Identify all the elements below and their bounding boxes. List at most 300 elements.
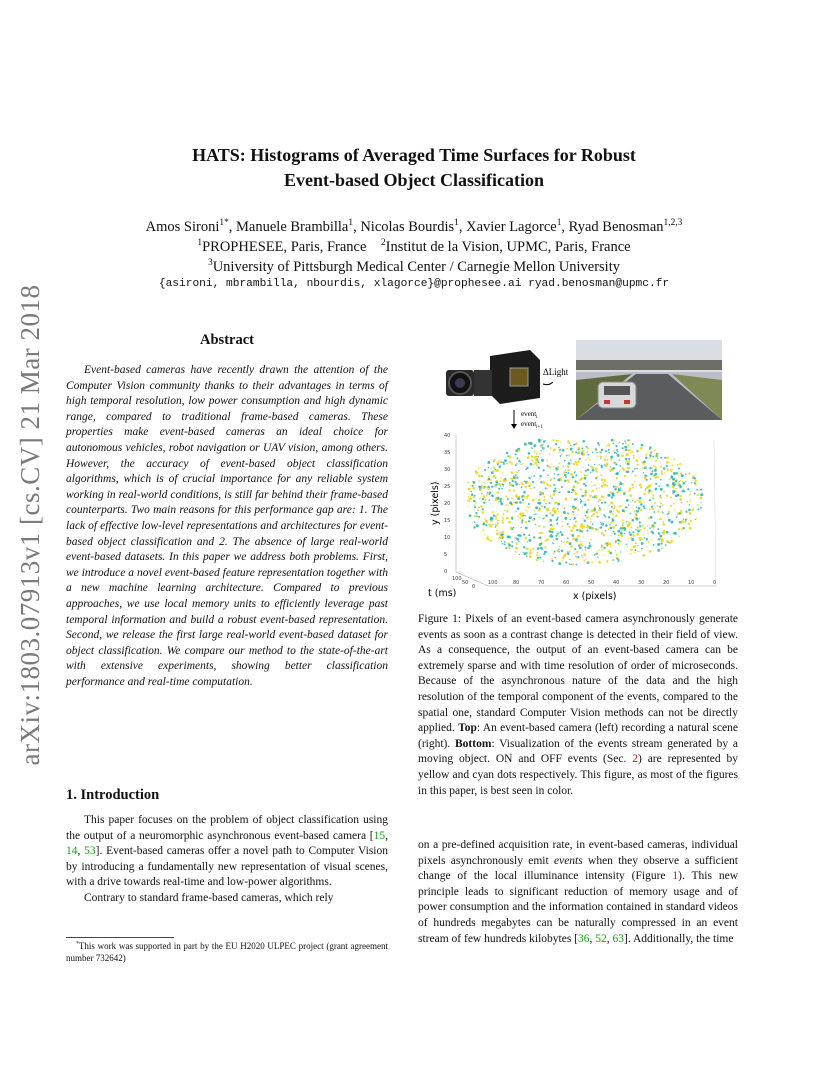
off-event-dot	[511, 545, 513, 547]
on-event-dot	[654, 450, 656, 452]
off-event-dot	[554, 473, 556, 475]
off-event-dot	[527, 541, 528, 542]
on-event-dot	[686, 501, 688, 503]
off-event-dot	[624, 440, 626, 442]
off-event-dot	[557, 508, 559, 510]
off-event-dot	[509, 482, 511, 484]
on-event-dot	[515, 543, 517, 545]
on-event-dot	[521, 522, 523, 524]
on-event-dot	[594, 495, 597, 498]
on-event-dot	[526, 506, 527, 507]
off-event-dot	[545, 440, 546, 441]
off-event-dot	[534, 487, 535, 488]
off-event-dot	[526, 552, 528, 554]
on-event-dot	[649, 550, 652, 553]
off-event-dot	[558, 447, 560, 449]
off-event-dot	[587, 454, 589, 456]
citation-link[interactable]: 63	[612, 932, 625, 945]
t-tick-label: 100	[452, 576, 462, 582]
off-event-dot	[607, 494, 610, 497]
off-event-dot	[598, 501, 599, 502]
on-event-dot	[651, 539, 653, 541]
off-event-dot	[568, 472, 570, 474]
x-tick-label: 80	[513, 580, 520, 586]
off-event-dot	[481, 475, 483, 477]
off-event-dot	[584, 477, 587, 480]
on-event-dot	[529, 488, 531, 490]
t-axis-label: t (ms)	[428, 588, 457, 599]
on-event-dot	[490, 468, 491, 469]
on-event-dot	[640, 447, 643, 450]
off-event-dot	[571, 534, 574, 537]
x-tick-label: 60	[563, 580, 570, 586]
off-event-dot	[609, 510, 612, 513]
off-event-dot	[539, 537, 542, 540]
on-event-dot	[482, 511, 485, 514]
author-block	[60, 217, 768, 277]
off-event-dot	[700, 507, 702, 509]
off-event-dot	[688, 509, 691, 512]
off-event-dot	[499, 498, 501, 500]
off-event-dot	[564, 480, 566, 482]
off-event-dot	[538, 466, 540, 468]
on-event-dot	[475, 502, 477, 504]
off-event-dot	[574, 498, 576, 500]
off-event-dot	[507, 499, 509, 501]
on-event-dot	[691, 491, 692, 492]
off-event-dot	[605, 450, 607, 452]
off-event-dot	[530, 517, 532, 519]
on-event-dot	[493, 459, 495, 461]
on-event-dot	[496, 480, 497, 481]
off-event-dot	[654, 469, 657, 472]
on-event-dot	[529, 556, 530, 557]
off-event-dot	[572, 489, 575, 492]
on-event-dot	[496, 513, 498, 515]
on-event-dot	[628, 467, 630, 469]
off-event-dot	[574, 472, 576, 474]
on-event-dot	[510, 478, 512, 480]
on-event-dot	[519, 517, 521, 519]
on-event-dot	[561, 454, 562, 455]
off-event-dot	[617, 539, 620, 542]
on-event-dot	[635, 542, 637, 544]
on-event-dot	[586, 526, 588, 528]
on-event-dot	[548, 521, 549, 522]
on-event-dot	[549, 466, 552, 469]
off-event-dot	[617, 454, 620, 457]
on-event-dot	[528, 507, 530, 509]
on-event-dot	[647, 486, 649, 488]
off-event-dot	[495, 526, 496, 527]
on-event-dot	[474, 515, 476, 517]
on-event-dot	[499, 480, 501, 482]
off-event-dot	[605, 524, 608, 527]
citation-link[interactable]: 53	[84, 845, 96, 858]
on-event-dot	[483, 487, 485, 489]
off-event-dot	[517, 458, 519, 460]
off-event-dot	[612, 442, 614, 444]
on-event-dot	[643, 493, 646, 496]
citation-link[interactable]: 52	[595, 932, 607, 945]
on-event-dot	[509, 527, 512, 530]
on-event-dot	[584, 494, 587, 497]
off-event-dot	[555, 557, 556, 558]
off-event-dot	[665, 544, 667, 546]
off-event-dot	[650, 478, 652, 480]
on-event-dot	[536, 464, 538, 466]
off-event-dot	[695, 519, 696, 520]
on-event-dot	[630, 553, 632, 555]
on-event-dot	[625, 453, 628, 456]
on-event-dot	[487, 488, 489, 490]
on-event-dot	[612, 526, 615, 529]
citation-link[interactable]: 36	[578, 932, 590, 945]
off-event-dot	[657, 528, 659, 530]
on-event-dot	[593, 513, 595, 515]
off-event-dot	[558, 562, 561, 565]
on-event-dot	[533, 464, 535, 466]
on-event-dot	[551, 558, 553, 560]
off-event-dot	[661, 543, 663, 545]
off-event-dot	[575, 474, 577, 476]
off-event-dot	[649, 527, 651, 529]
on-event-dot	[525, 521, 527, 523]
on-event-dot	[634, 475, 636, 477]
on-event-dot	[496, 529, 498, 531]
off-event-dot	[657, 549, 660, 552]
off-event-dot	[549, 535, 551, 537]
figure-link[interactable]: 1	[672, 870, 679, 883]
off-event-dot	[636, 468, 638, 470]
on-event-dot	[544, 540, 546, 542]
off-event-dot	[554, 551, 556, 553]
off-event-dot	[500, 500, 502, 502]
on-event-dot	[638, 551, 640, 553]
on-event-dot	[666, 495, 668, 497]
on-event-dot	[536, 558, 539, 561]
on-event-dot	[576, 482, 579, 485]
off-event-dot	[483, 502, 485, 504]
off-event-dot	[579, 530, 581, 532]
off-event-dot	[575, 556, 576, 557]
on-event-dot	[571, 451, 574, 454]
on-event-dot	[539, 478, 541, 480]
on-event-dot	[637, 500, 639, 502]
on-event-dot	[615, 485, 618, 488]
on-event-dot	[608, 550, 611, 553]
off-event-dot	[541, 459, 544, 462]
on-event-dot	[656, 505, 658, 507]
off-event-dot	[615, 445, 617, 447]
on-event-dot	[558, 511, 560, 513]
on-event-dot	[670, 469, 673, 472]
off-event-dot	[605, 530, 607, 532]
off-event-dot	[543, 561, 544, 562]
off-event-dot	[598, 505, 599, 506]
off-event-dot	[469, 514, 472, 517]
on-event-dot	[631, 451, 633, 453]
off-event-dot	[601, 502, 603, 504]
on-event-dot	[542, 481, 545, 484]
off-event-dot	[610, 456, 613, 459]
off-event-dot	[659, 535, 662, 538]
on-event-dot	[660, 502, 662, 504]
off-event-dot	[547, 445, 549, 447]
on-event-dot	[506, 504, 508, 506]
on-event-dot	[536, 554, 538, 556]
on-event-dot	[633, 457, 635, 459]
on-event-dot	[610, 543, 612, 545]
off-event-dot	[627, 463, 630, 466]
off-event-dot	[476, 524, 479, 527]
off-event-dot	[617, 561, 618, 562]
off-event-dot	[515, 453, 517, 455]
on-event-dot	[591, 562, 592, 563]
on-event-dot	[543, 447, 545, 449]
on-event-dot	[666, 540, 669, 543]
on-event-dot	[560, 479, 562, 481]
on-event-dot	[626, 524, 629, 527]
on-event-dot	[490, 479, 492, 481]
on-event-dot	[470, 485, 471, 486]
on-event-dot	[679, 498, 682, 501]
on-event-dot	[509, 455, 512, 458]
off-event-dot	[531, 447, 533, 449]
on-event-dot	[657, 511, 659, 513]
off-event-dot	[618, 487, 620, 489]
citation-link[interactable]: 15	[373, 829, 386, 842]
on-event-dot	[642, 554, 645, 557]
on-event-dot	[480, 505, 483, 508]
off-event-dot	[473, 481, 476, 484]
on-event-dot	[603, 534, 606, 537]
on-event-dot	[579, 479, 581, 481]
on-event-dot	[561, 560, 562, 561]
event-plot	[428, 433, 716, 602]
on-event-dot	[626, 546, 627, 547]
off-event-dot	[613, 486, 615, 488]
off-event-dot	[567, 523, 569, 525]
off-event-dot	[538, 456, 540, 458]
on-event-dot	[600, 455, 602, 457]
off-event-dot	[474, 521, 476, 523]
off-event-dot	[652, 470, 654, 472]
off-event-dot	[694, 492, 696, 494]
author-name: Xavier Lagorce	[466, 219, 557, 235]
on-event-dot	[587, 499, 590, 502]
off-event-dot	[561, 541, 562, 542]
off-event-dot	[672, 521, 674, 523]
on-event-dot	[575, 461, 578, 464]
on-event-dot	[599, 487, 600, 488]
on-event-dot	[538, 517, 540, 519]
section-link[interactable]: 2	[632, 753, 638, 766]
off-event-dot	[523, 491, 526, 494]
off-event-dot	[668, 519, 671, 522]
off-event-dot	[545, 487, 547, 489]
on-event-dot	[637, 526, 640, 529]
off-event-dot	[508, 544, 511, 547]
off-event-dot	[512, 485, 514, 487]
on-event-dot	[690, 499, 691, 500]
on-event-dot	[616, 554, 617, 555]
section-heading-introduction: 1. Introduction	[66, 787, 160, 803]
on-event-dot	[581, 555, 583, 557]
on-event-dot	[583, 553, 586, 556]
on-event-dot	[518, 519, 519, 520]
on-event-dot	[650, 451, 652, 453]
off-event-dot	[528, 520, 530, 522]
on-event-dot	[585, 549, 587, 551]
off-event-dot	[478, 486, 480, 488]
off-event-dot	[628, 458, 630, 460]
off-event-dot	[603, 514, 605, 516]
on-event-dot	[606, 445, 608, 447]
off-event-dot	[504, 543, 506, 545]
on-event-dot	[614, 462, 616, 464]
off-event-dot	[540, 547, 543, 550]
off-event-dot	[489, 493, 491, 495]
on-event-dot	[610, 535, 611, 536]
off-event-dot	[579, 546, 582, 549]
on-event-dot	[689, 494, 691, 496]
off-event-dot	[590, 472, 591, 473]
off-event-dot	[569, 542, 572, 545]
on-event-dot	[576, 540, 578, 542]
off-event-dot	[678, 467, 680, 469]
off-event-dot	[501, 488, 503, 490]
off-event-dot	[549, 530, 551, 532]
on-event-dot	[511, 497, 513, 499]
on-event-dot	[516, 477, 517, 478]
off-event-dot	[551, 524, 552, 525]
off-event-dot	[566, 455, 567, 456]
on-event-dot	[577, 461, 579, 463]
on-event-dot	[668, 478, 670, 480]
off-event-dot	[571, 492, 573, 494]
abstract-text: Event-based cameras have recently drawn the attention of the Computer Vision community thanks to their advantages in terms of high temporal resolution, low power consumption and high dynamic range, compared to traditional frame-based cameras. These properties make event-based cameras an ideal choice for autonomous vehicles, robot navigation or UAV vision, among others. However, the accuracy of event-based object classification algorithms, which is of crucial importance for any reliable system working in real-world conditions, is still far behind their frame-based counterparts. Two main reasons for this performance gap are: 1. The lack of effective low-level representations and architectures for event-based object classification and 2. The absence of large real-world event-based datasets. In this paper we address both problems. First, we introduce a novel event-based feature representation together with a new machine learning architecture. Compared to previous approaches, we use local memory units to efficiently leverage past temporal information and build a robust event-based representation. Second, we release the first large real-world event-based dataset for object classification. We compare our method to the state-of-the-art with extensive experiments, showing better classification performance and real-time computation.	[66, 364, 388, 688]
off-event-dot	[478, 516, 480, 518]
event-label-next: event$_{i+1}$	[521, 420, 543, 430]
off-event-dot	[672, 493, 673, 494]
on-event-dot	[563, 476, 564, 477]
off-event-dot	[497, 523, 498, 524]
on-event-dot	[694, 479, 696, 481]
off-event-dot	[666, 465, 668, 467]
on-event-dot	[634, 500, 636, 502]
on-event-dot	[513, 501, 515, 503]
off-event-dot	[518, 497, 521, 500]
on-event-dot	[495, 484, 497, 486]
on-event-dot	[610, 458, 612, 460]
off-event-dot	[567, 552, 570, 555]
off-event-dot	[515, 474, 517, 476]
on-event-dot	[595, 468, 598, 471]
off-event-dot	[631, 519, 634, 522]
on-event-dot	[613, 507, 616, 510]
off-event-dot	[542, 469, 544, 471]
affiliation-line-2: $^3$University of Pittsburgh Medical Center / Carnegie Mellon University	[208, 258, 620, 275]
off-event-dot	[611, 496, 613, 498]
on-event-dot	[662, 512, 664, 514]
on-event-dot	[563, 471, 566, 474]
on-event-dot	[541, 532, 543, 534]
on-event-dot	[499, 483, 501, 485]
off-event-dot	[500, 533, 503, 536]
on-event-dot	[640, 486, 642, 488]
off-event-dot	[515, 483, 518, 486]
t-tick-label: 0	[472, 584, 476, 590]
on-event-dot	[561, 515, 562, 516]
on-event-dot	[630, 537, 632, 539]
off-event-dot	[611, 439, 614, 442]
on-event-dot	[577, 509, 579, 511]
on-event-dot	[558, 536, 560, 538]
on-event-dot	[620, 561, 621, 562]
off-event-dot	[521, 495, 524, 498]
on-event-dot	[505, 496, 507, 498]
on-event-dot	[606, 462, 609, 465]
off-event-dot	[649, 455, 651, 457]
off-event-dot	[561, 550, 564, 553]
on-event-dot	[601, 478, 604, 481]
off-event-dot	[570, 564, 572, 566]
off-event-dot	[514, 481, 516, 483]
on-event-dot	[509, 548, 510, 549]
off-event-dot	[555, 443, 557, 445]
on-event-dot	[598, 561, 601, 564]
on-event-dot	[496, 491, 499, 494]
off-event-dot	[532, 481, 534, 483]
off-event-dot	[701, 502, 702, 503]
on-event-dot	[549, 485, 551, 487]
off-event-dot	[612, 492, 615, 495]
on-event-dot	[561, 448, 563, 450]
on-event-dot	[615, 550, 616, 551]
off-event-dot	[695, 477, 696, 478]
camera-icon	[446, 350, 540, 404]
on-event-dot	[607, 459, 609, 461]
on-event-dot	[560, 442, 561, 443]
on-event-dot	[601, 549, 603, 551]
on-event-dot	[630, 548, 633, 551]
on-event-dot	[564, 507, 565, 508]
on-event-dot	[574, 524, 577, 527]
off-event-dot	[573, 506, 574, 507]
off-event-dot	[526, 467, 528, 469]
off-event-dot	[595, 528, 597, 530]
on-event-dot	[522, 502, 524, 504]
on-event-dot	[522, 463, 524, 465]
on-event-dot	[655, 455, 657, 457]
on-event-dot	[613, 510, 614, 511]
on-event-dot	[488, 476, 490, 478]
off-event-dot	[491, 485, 493, 487]
on-event-dot	[551, 463, 552, 464]
off-event-dot	[629, 513, 631, 515]
off-event-dot	[518, 470, 519, 471]
on-event-dot	[670, 505, 672, 507]
on-event-dot	[549, 453, 551, 455]
figure-1-caption: Figure 1: Pixels of an event-based camera asynchronously generate events as soon as a contrast change is detected in their field of view. As a consequence, the output of an event-based camera can be extremely sparse and with time resolution of order of microseconds. Because of the asynchronous nature of the data and the high resolution of the temporal component of the events, compared to the spatial one, standard Computer Vision methods can not be directly applied. Top: An event-based camera (left) recording a natural scene (right). Bottom: Visualization of the events stream generated by a moving object. ON and OFF events (Sec. 2) are represented by yellow and cyan dots respectively. This figure, as most of the figures in this paper, is best seen in color.	[418, 613, 739, 797]
off-event-dot	[482, 523, 485, 526]
citation-link[interactable]: 14	[66, 845, 78, 858]
on-event-dot	[662, 485, 663, 486]
on-event-dot	[530, 483, 532, 485]
on-event-dot	[550, 478, 552, 480]
off-event-dot	[551, 498, 553, 500]
